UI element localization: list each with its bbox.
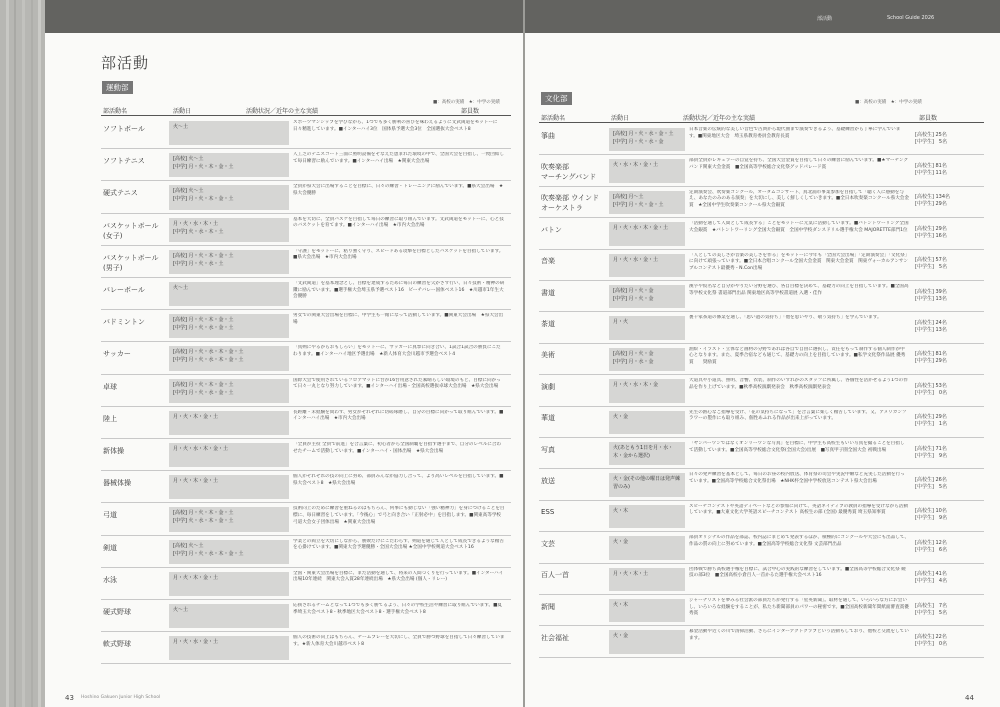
right-page xyxy=(525,0,1000,707)
activity-description: 個人がそれぞれの技の向上に努め、部員みんなが協力し合って、より高いレベルを目指しています。■県大会ベスト8 ★県大会出場 xyxy=(293,474,504,486)
table-row xyxy=(101,214,511,246)
club-name: 剣道 xyxy=(103,543,117,552)
club-name: 吹奏楽部 マーチングバンド xyxy=(541,163,597,182)
club-name: 写真 xyxy=(541,445,555,454)
club-name: 華道 xyxy=(541,414,555,423)
activity-day-line: [中学] 月・水・金 xyxy=(613,358,654,365)
member-count: [高校生] 71名 [中学生] 9名 xyxy=(915,445,948,459)
club-name: 水泳 xyxy=(103,575,117,584)
table-row xyxy=(101,471,511,503)
activity-day-line: [中学] 月・火・水・金・土 xyxy=(173,389,234,396)
section-label-culture: 文化部 xyxy=(541,92,572,105)
activity-description: 「ヤンパーワンではなくオンリーワンな写真」を目標に、中学生も高校生もいい写真を撮ることを目指して活動しています。■全国高等学校総合文化祭(全国大会)出展 ■写真甲子園全国大会 初戦出場 xyxy=(689,441,905,453)
activity-day-line: 火・金 xyxy=(613,633,629,640)
header-activity-days: 活動日 xyxy=(173,108,192,115)
activity-description: 技術向上のために練習を重ねるのはもちろん、何事にも動じない「強い精神力」を身につけることを目標に、毎日練習をしています。「今後心」で弓と向き合い「正射必中」を目指します。■関東高等学校弓道大会女子団体出場 ★関東大会出場 xyxy=(293,506,505,525)
club-name: バドミントン xyxy=(103,318,145,327)
table-row xyxy=(101,503,511,535)
member-count: [高校生] 29名 [中学生] 16名 xyxy=(915,225,947,239)
club-name: 新聞 xyxy=(541,602,555,611)
activity-days xyxy=(609,191,685,214)
header-activity-days: 活動日 xyxy=(611,115,630,122)
band-section-title: 部活動 xyxy=(817,16,833,22)
table-row xyxy=(101,310,511,342)
club-name: 硬式テニス xyxy=(103,189,138,198)
table-row xyxy=(539,626,984,657)
activity-day-line: 月・火・水・木・金・土 xyxy=(173,446,229,452)
activity-days xyxy=(169,604,289,628)
member-count: [高校生] 7名 [中学生] 5名 xyxy=(915,602,948,616)
table-row xyxy=(101,568,511,600)
activity-description: 日々の発声練習を基本として、毎日のお昼の校内放送、体育祭の司会や実況中継など充実した活動を行っています。■全国高等学校総合文化祭出場 ★NHK杯全国中学校放送コンテスト県大会出場 xyxy=(689,472,905,484)
table-row xyxy=(101,149,511,181)
activity-description: 「真剣にやるからおもしろい」をモットーに、サッカーに真摯に向き合い、1試合1試合の勝負にこだわります。■インターハイ地区予選出場 ★新人体育大会川越市予選会ベスト4 xyxy=(293,345,501,357)
activity-day-line: 月・火・水・木・金 xyxy=(613,382,659,389)
activity-description: 日本音楽の伝統的な美しい音色で古典から現代曲まで演奏できるよう、基礎練習から丁寧に学んでいます。■関東地区大会 埼玉県教育委員会教育長賞 xyxy=(689,127,901,139)
activity-day-line: 火・木 xyxy=(613,602,629,608)
club-name: 吹奏楽部 ウインド オーケストラ xyxy=(541,194,600,213)
activity-day-line: [高校] 月〜土 xyxy=(613,193,644,200)
activity-day-line: [中学] 月・火・金・土 xyxy=(613,201,664,208)
table-row xyxy=(101,536,511,568)
activity-days xyxy=(169,507,289,531)
table-row xyxy=(539,595,984,626)
activity-day-line: [高校] 火〜土 xyxy=(173,542,204,549)
table-row xyxy=(539,187,984,218)
legend: ■：高校の実績 ★：中学の実績 xyxy=(433,100,500,105)
table-row xyxy=(539,501,984,532)
activity-day-line: [高校] 火〜土 xyxy=(173,188,204,195)
activity-days xyxy=(169,153,289,177)
activity-day-line: [高校] 月・火・金 xyxy=(613,288,654,294)
activity-days xyxy=(169,411,289,435)
table-row xyxy=(539,281,984,312)
legend: ■：高校の実績 ★：中学の実績 xyxy=(855,100,922,105)
activity-description: 裏千家茶道の修業を通し、「思い遣の気持ち」「他を思いやり、敬う気持ち」を学んでいます。 xyxy=(689,315,882,321)
member-count: [高校生] 81名 [中学生] 11名 xyxy=(915,163,947,177)
table-row xyxy=(539,344,984,375)
activity-days xyxy=(609,411,685,434)
member-count: [高校生] 134名 [中学生] 29名 xyxy=(915,194,951,208)
club-name: 硬式野球 xyxy=(103,608,131,617)
activity-day-line: 月・火・水・木・金・土 xyxy=(613,225,669,232)
activity-day-line: 月・火・水・金・土 xyxy=(613,256,659,263)
activity-description: 油絵・イラスト・立体など画材の分野であれば各自で自由に選択し、責任をもって制作する個人制作が中心となります。また、夏季合宿なども通じて、基礎力の向上を目指しています。■私学文化祭作品展 優秀賞 奨励賞 xyxy=(689,346,906,365)
activity-day-line: [高校] 月・火・水・木・金・土 xyxy=(173,349,244,356)
activity-description: 「守護」をモットーに、粘り強く守り、スピードある攻撃を目標としたバスケットを目指しています。■県大会出場 ★市内大会出場 xyxy=(293,248,504,261)
activity-day-line: 火(あともう1日を月・水・木・金から選択) xyxy=(613,445,674,459)
activity-day-line: 月・火・木・金・土 xyxy=(173,574,219,581)
activity-days xyxy=(169,443,289,467)
activity-description: 募金活動や近くの川で清掃活動、さらにインターアクトクラブという活動もしており、他校と交流をしています。 xyxy=(689,629,909,641)
activity-day-line: [中学] 月・火・木・金・土 xyxy=(173,164,234,171)
activity-description: 部員オリジナルの作品を部誌、校内誌にまとめて発表するほか、積極的にコンクールや大会にも出品して、作品の質の向上に努めています。■全国高等学校総合文化祭 文芸部門出品 xyxy=(689,535,909,547)
member-count: [高校生] 25名 [中学生] 5名 xyxy=(915,131,948,145)
club-name: 新体操 xyxy=(103,447,124,456)
activity-day-line: 月・火・木・金・土 xyxy=(173,413,219,420)
activity-days xyxy=(609,348,685,371)
table-row xyxy=(539,124,984,155)
member-count: [高校生] 26名 [中学生] 5名 xyxy=(915,477,948,491)
activity-day-line: [中学] 月・火・木・金・土 xyxy=(173,196,234,203)
header-activity-status: 活動状況／近年の主な実績 xyxy=(683,115,756,122)
activity-description: ジャーナリストを夢みる社会派の部員たちが発行する「星英新聞」。取材を通して、いろいろな方にお会いし、いろいろな経験をすることが、私たち新聞部員のパワーの秘密です。■全国高校新聞年間紙面審査賞優秀賞 xyxy=(689,598,909,617)
activity-day-line: [高校] 月・火・水・金・土 xyxy=(613,131,674,137)
activity-days xyxy=(169,572,289,596)
club-name: ESS xyxy=(541,508,555,517)
club-name: 社会福祉 xyxy=(541,634,569,643)
club-name: 文芸 xyxy=(541,539,555,548)
activity-day-line: 火〜土 xyxy=(173,607,189,613)
table-row xyxy=(539,532,984,563)
table-row xyxy=(101,600,511,632)
activity-days xyxy=(609,473,685,496)
activity-description: 応援されるチームとなって1つでも多く勝てるよう、日々の学校生活や練習に取り組んでいます。■夏季埼玉大会ベスト8・秋季地区大会ベスト8・選手権大会ベスト8 xyxy=(293,603,503,615)
table-row xyxy=(539,438,984,469)
activity-description: 団体戦で勝ち高校選手権を目標に、試合中心の実践的な練習をしています。■全国高等学校総合文化祭 競技の部3位 ■全国高校小倉百人一首かるた選手権大会ベスト16 xyxy=(689,566,906,579)
table-row xyxy=(539,375,984,406)
club-name: 器械体操 xyxy=(103,479,131,488)
page-number: 43 xyxy=(65,694,74,702)
activity-day-line: [中学] 月・火・金 xyxy=(613,296,654,302)
activity-days xyxy=(169,540,289,564)
activity-description: 長距離・未経験を問わず、男女がそれぞれに切磋琢磨し、自分の目標に向かって取り組んでいます。■インターハイ出場 ★市内大会出場 xyxy=(293,409,504,422)
activity-days xyxy=(169,636,289,660)
member-count: [高校生] 81名 [中学生] 29名 xyxy=(915,351,947,365)
activity-description: 「文武両道」を基本理念とし、目標を達成するために毎日の練習を欠かさず行い、日々技術・精神の研鑽に励んでいます。■選手権大会埼玉県予選ベスト16 ビーチバレー国体ベスト16 ★川越市1年生大会優勝 xyxy=(293,281,505,300)
activity-days xyxy=(609,599,685,622)
activity-day-line: [中学] 月・火・水・金・土 xyxy=(173,325,234,332)
activity-day-line: 月・火・水・木・土 xyxy=(173,220,219,227)
club-name: バスケットボール (女子) xyxy=(103,221,159,240)
club-name: バトン xyxy=(541,225,562,234)
table-row xyxy=(101,246,511,278)
table-row xyxy=(539,218,984,249)
activity-day-line: [高校] 月・火・木・金・土 xyxy=(173,317,234,324)
table-row xyxy=(101,278,511,310)
activity-days xyxy=(609,505,685,528)
club-name: ソフトテニス xyxy=(103,157,145,166)
activity-days xyxy=(609,379,685,402)
member-count: [高校生] 22名 [中学生] 0名 xyxy=(915,634,948,648)
table-row xyxy=(101,375,511,407)
table-row xyxy=(539,250,984,281)
activity-day-line: 月・火・木・金・土 xyxy=(173,478,219,485)
club-name: 卓球 xyxy=(103,382,117,391)
table-row xyxy=(539,155,984,186)
activity-day-line: [高校] 月・火・金 xyxy=(613,350,654,357)
activity-description: 男女での関東大会出場を目標に、中学生も一緒になって活動しています。■関東大会出場 ★県大会出場 xyxy=(293,313,504,325)
member-count: [高校生] 39名 [中学生] 13名 xyxy=(915,288,947,302)
activity-day-line: [中学] 月・火・水・木・金・土 xyxy=(173,357,244,364)
activity-description: スピーチコンテストや英語ディベートなどの参加に向けて、英語ネイティブの教員の指導を受けながら活動しています。■大東文化大学英語スピーチコンテスト 高校生の部 (全国) 最優秀賞 埼玉県知事賞 xyxy=(689,503,909,516)
page-number: 44 xyxy=(965,694,974,702)
activity-day-line: 月・火 xyxy=(613,319,629,326)
activity-description: 人工芝のテニスコート三面に照明設備をそなえた恵まれた環境の中で、全国大会を目指し、一致団結して毎日練習に励んでいます。■インターハイ出場 ★関東大会出場 xyxy=(293,152,505,164)
member-count: [高校生] 29名 [中学生] 1名 xyxy=(915,414,948,428)
activity-days xyxy=(609,536,685,559)
club-name: 書道 xyxy=(541,288,555,297)
club-name: 弓道 xyxy=(103,511,117,520)
table-row xyxy=(101,117,511,149)
club-name: 演劇 xyxy=(541,382,555,391)
activity-description: 個人の技術の向上はもちろん、チームプレーを大切にし、全員で勝つ野球を目指して日々練習しています。★新人体育大会川越市ベスト8 xyxy=(293,635,505,647)
table-row xyxy=(539,564,984,595)
activity-days xyxy=(169,314,289,338)
activity-day-line: [中学] 火・水・木・土 xyxy=(173,228,224,235)
activity-description: 「人としての美しさが音楽の美しさを作る」をモットーに今年も「全国大会出場」「定期演奏会」「文化祭」に向けて頑張っています。■全日本合唱コンクール全国大会金賞 関東大会金賞 関東ヴォーカルアンサンブルコンテスト最優秀・N.Con出場 xyxy=(689,252,909,271)
activity-days xyxy=(609,316,685,339)
activity-day-line: 火〜土 xyxy=(173,124,189,130)
activity-day-line: [高校] 月・火・木・金・土 xyxy=(173,381,234,388)
activity-day-line: 火・金 xyxy=(613,539,629,546)
activity-days xyxy=(169,475,289,499)
activity-day-line: 月・火・木・土 xyxy=(613,570,649,577)
table-row xyxy=(539,469,984,500)
band-guide-title: School Guide 2026 xyxy=(887,15,935,21)
left-page xyxy=(45,0,523,707)
member-count: [高校生] 57名 [中学生] 5名 xyxy=(915,257,948,271)
table-row xyxy=(101,342,511,374)
member-count: [高校生] 24名 [中学生] 13名 xyxy=(915,320,947,334)
activity-day-line: [高校] 火〜土 xyxy=(173,156,204,163)
club-name: 美術 xyxy=(541,351,555,360)
club-name: サッカー xyxy=(103,350,131,359)
activity-day-line: [高校] 月・火・木・金・土 xyxy=(173,252,234,259)
club-name: バスケットボール (男子) xyxy=(103,253,159,272)
member-count: [高校生] 53名 [中学生] 0名 xyxy=(915,382,948,396)
club-name: バレーボール xyxy=(103,286,145,295)
activity-day-line: 火〜土 xyxy=(173,285,189,291)
club-name: 音楽 xyxy=(541,257,555,266)
activity-days xyxy=(609,442,685,465)
activity-days xyxy=(169,282,289,306)
club-name: 茶道 xyxy=(541,320,555,329)
header-activity-status: 活動状況／近年の主な実績 xyxy=(246,108,319,115)
activity-description: 漢字や仮名など自分がやりたい分野を選び、各自目標を決めて、基礎力の向上を目指しています。■全国高等学校文化祭 書道部門出品 関東地区高等学校書道展 入選・佳作 xyxy=(689,284,909,296)
activity-description: スポーツマンシップを学びながら、1つでも多く勝利の喜びを味わえるように文武両道をモットーに日々精進しています。■インターハイ3位 国体県予選大会3位 全国選抜大会ベスト8 xyxy=(293,120,498,132)
activity-description: 「全員が主役 全員で前進」を合言葉に、初心者から全国制覇を目指す選手まで、自分のレベルに合わせたチームで活動しています。■インターハイ・国体出場 ★県大会出場 xyxy=(293,442,502,454)
activity-days xyxy=(609,630,685,653)
footer-school-name: Hoshino Gakuen Junior High School xyxy=(81,695,161,700)
activity-description: 大道具や小道具、照明、音響、衣装、制作のいずれかのスタッフに所属し、各個性を活かせるよう1つの作品を作り上げています。■秋季高校演劇発表会 秋季高校演劇発表会 xyxy=(689,378,908,390)
activity-days xyxy=(609,254,685,277)
activity-days xyxy=(609,128,685,151)
table-row xyxy=(101,181,511,213)
activity-day-line: 火・金(その他の曜日は発声練習のみ) xyxy=(613,476,680,491)
club-name: 百人一首 xyxy=(541,571,569,580)
section-label-sports: 運動部 xyxy=(102,81,133,94)
club-name: 箏曲 xyxy=(541,131,555,140)
activity-description: 学業との両立を大切にしながら、勝敗だけにこだわらず、剣道を通じて人として成長できるような稽古を心掛けています。■関東大会予選優勝・全国大会出場 ★全国中学校剣道大会ベスト16 xyxy=(293,538,504,551)
activity-days xyxy=(169,218,289,242)
member-count: [高校生] 10名 [中学生] 9名 xyxy=(915,508,948,522)
activity-day-line: 火・水・木・金・土 xyxy=(613,162,659,169)
activity-description: 基本を大切に、全員バスケを目指して毎日の練習に取り組んでいます。文武両道をモットーに、心と技のバスケットを育てます。■インターハイ出場 ★市内大会出場 xyxy=(293,216,504,229)
page-title: 部活動 xyxy=(101,54,150,72)
activity-description: 先生の熱心なご指導を受け、「花の気持ちになって」を合言葉に楽しく稽古しています。又、アメリカンフラワーの製作にも取り組み、個性あふれる作品が出来上がっています。 xyxy=(689,409,907,422)
table-header xyxy=(539,113,984,123)
activity-day-line: [中学] 月・火・水・木・金・土 xyxy=(173,550,244,557)
activity-days xyxy=(609,568,685,591)
activity-days xyxy=(609,222,685,245)
activity-days xyxy=(609,285,685,308)
activity-days xyxy=(169,121,289,145)
activity-description: 部員全員がレギュラーの自覚を持ち、全国大会金賞を目指して日々の練習に励んでいます。■★マーチングバンド関東大会金賞 ■全国高等学校総合文化祭グッドパレード賞 xyxy=(689,158,909,170)
table-row xyxy=(101,632,511,664)
activity-day-line: [中学] 火・水・木・金・土 xyxy=(173,518,234,525)
table-row xyxy=(101,439,511,471)
activity-day-line: [中学] 月・火・水・金 xyxy=(613,139,664,145)
activity-days xyxy=(609,159,685,182)
activity-day-line: [中学] 月・火・水・土 xyxy=(173,260,224,267)
activity-days xyxy=(169,346,289,370)
activity-day-line: 火・金 xyxy=(613,413,629,420)
header-club-name: 部活動名 xyxy=(103,108,128,115)
left-page-header-band xyxy=(45,0,523,33)
club-name: ソフトボール xyxy=(103,125,145,134)
activity-day-line: 月・火・水・金・土 xyxy=(173,639,219,646)
activity-description: 全国・関東大会出場を目標に、また活動を通して、将来の人間づくりを行っています。■インターハイ出場10年連続 関東大会入賞28年連続出場 ★県大会出場 (個人・リレー) xyxy=(293,570,504,583)
right-page-header-band xyxy=(525,0,1000,33)
table-row xyxy=(539,407,984,438)
table-header xyxy=(101,106,511,116)
club-name: 放送 xyxy=(541,477,555,486)
activity-days xyxy=(169,250,289,274)
member-count: [高校生] 12名 [中学生] 6名 xyxy=(915,539,948,553)
activity-description: 定期演奏会、吹奏楽コンクール、オータムコンサート、真北浦市事業参加を目指して「聴く人に感動を与え、あなたのみのある演奏」を大切にし、美しく鮮しくしていきます。■全日本吹奏楽コンクール県大会金賞 ★全国中学生吹奏楽コンクール県大会銀賞 xyxy=(689,189,909,208)
activity-days xyxy=(169,185,289,209)
activity-description: 国際大会で使用されているフロアマットに台が16台用意された素晴らしい環境のもと、目標に向かって日々一丸となり努力しています。■インターハイ出場・全国高校選抜卓球大会出場 ★県大会出場 xyxy=(293,377,501,390)
table-row xyxy=(539,312,984,343)
club-name: 陸上 xyxy=(103,414,117,423)
member-count: [高校生] 41名 [中学生] 4名 xyxy=(915,571,948,585)
header-club-name: 部活動名 xyxy=(541,115,566,122)
activity-days xyxy=(169,379,289,403)
activity-description: 全員が県大会に出場することを目標に、日々の練習・トレーニングに励んでいます。■県大会出場 ★県大会優勝 xyxy=(293,184,504,196)
club-name: 軟式野球 xyxy=(103,640,131,649)
activity-day-line: [高校] 月・火・木・金・土 xyxy=(173,510,234,517)
activity-day-line: 火・木 xyxy=(613,507,629,514)
header-member-count: 部員数 xyxy=(461,108,480,115)
table-row xyxy=(101,407,511,439)
activity-description: 「活動を通して人間として成長する」ことをモットーに元気に活動しています。■バトントワーリング全国大会銀賞 ★バトントワーリング全国大会銀賞 全国中学校ダンスドリル選手権大会 MAJORETTE部門1位 xyxy=(689,221,909,233)
header-member-count: 部員数 xyxy=(919,115,938,122)
